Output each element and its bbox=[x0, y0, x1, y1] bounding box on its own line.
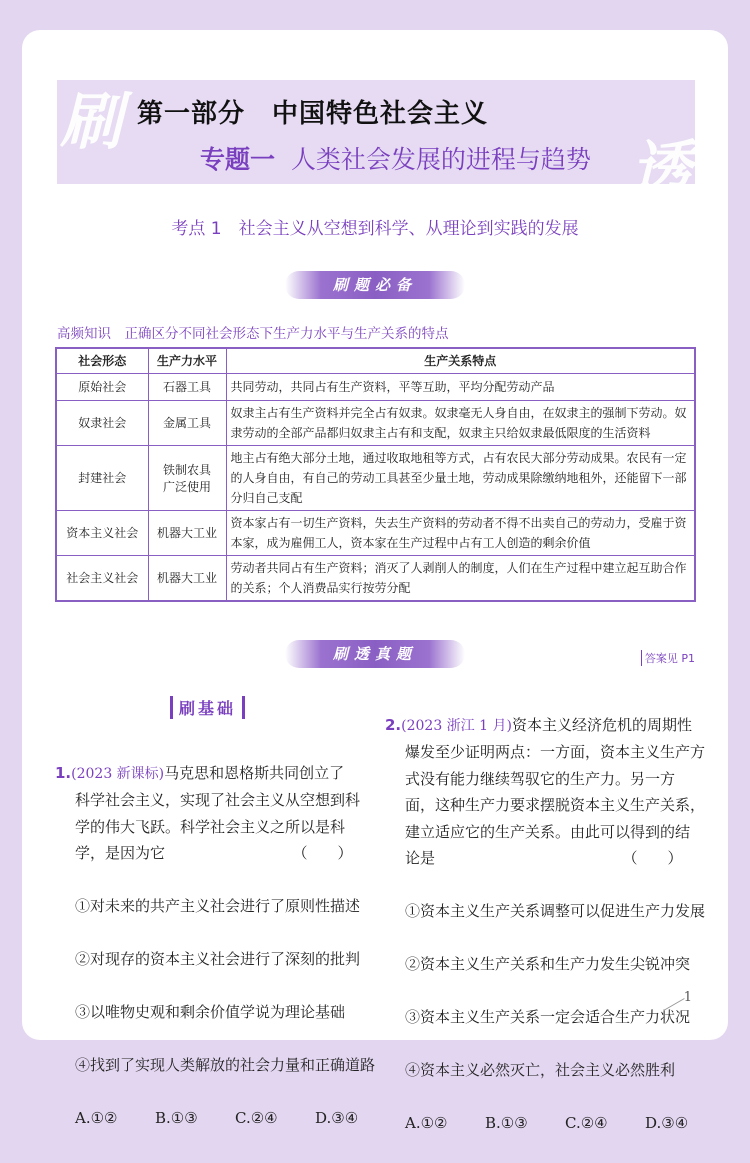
answer-options bbox=[385, 1110, 725, 1137]
topic-label: 专题一 bbox=[200, 145, 276, 174]
question-stem-first: 资本主义经济危机的周期性 bbox=[511, 715, 692, 734]
topic-text: 人类社会发展的进程与趋势 bbox=[290, 145, 591, 174]
question-number: 1. bbox=[55, 763, 72, 782]
knowledge-table bbox=[55, 347, 696, 602]
table-header-row bbox=[56, 348, 695, 373]
statement: ②资本主义生产关系和生产力发生尖锐冲突 bbox=[405, 955, 691, 973]
cell: 机器大工业 bbox=[148, 555, 226, 601]
col-header: 生产力水平 bbox=[148, 348, 226, 373]
table-row bbox=[56, 445, 695, 510]
cell: 地主占有绝大部分土地，通过收取地租等方式，占有农民大部分劳动成果。农民有一定的人身自由，有自己的劳动工具甚至少量土地，劳动成果除缴纳地租外，还能留下一部分归自己支配 bbox=[226, 445, 695, 510]
cell: 社会主义社会 bbox=[56, 555, 148, 601]
cell: 劳动者共同占有生产资料；消灭了人剥削人的制度，人们在生产过程中建立起互助合作的关系；个人消费品实行按劳分配 bbox=[226, 555, 695, 601]
statement: ②对现存的资本主义社会进行了深刻的批判 bbox=[75, 950, 361, 968]
answer-reference: 答案见 P1 bbox=[641, 650, 695, 666]
part-title: 第一部分 中国特色社会主义 bbox=[137, 99, 489, 129]
question-stem-first: 马克思和恩格斯共同创立了 bbox=[164, 763, 345, 782]
deco-char-left: 刷 bbox=[60, 85, 123, 158]
cell: 共同劳动，共同占有生产资料，平等互助，平均分配劳动产品 bbox=[226, 373, 695, 400]
knowledge-title: 高频知识 正确区分不同社会形态下生产力水平与生产关系的特点 bbox=[57, 326, 449, 342]
statement: ①资本主义生产关系调整可以促进生产力发展 bbox=[405, 902, 706, 920]
cell: 石器工具 bbox=[148, 373, 226, 400]
banner-real-questions: 刷透真题 bbox=[285, 640, 465, 668]
statement: ④资本主义必然灭亡，社会主义必然胜利 bbox=[405, 1061, 676, 1079]
col-header: 社会形态 bbox=[56, 348, 148, 373]
table-row bbox=[56, 400, 695, 445]
cell: 资本主义社会 bbox=[56, 510, 148, 555]
question-source: (2023 浙江 1 月) bbox=[401, 717, 512, 734]
option-b[interactable]: B.①③ bbox=[485, 1114, 528, 1132]
cell: 资本家占有一切生产资料，失去生产资料的劳动者不得不出卖自己的劳动力，受雇于资本家，成为雇佣工人，资本家在生产过程中占有工人创造的剩余价值 bbox=[226, 510, 695, 555]
option-a[interactable]: A.①② bbox=[75, 1109, 118, 1127]
option-d[interactable]: D.③④ bbox=[315, 1109, 359, 1127]
question-stem: 科学社会主义，实现了社会主义从空想到科 学的伟大飞跃。科学社会主义之所以是科 学，是因为它 （ ） bbox=[75, 791, 361, 862]
table-row bbox=[56, 373, 695, 400]
option-a[interactable]: A.①② bbox=[405, 1114, 448, 1132]
table-row bbox=[56, 510, 695, 555]
cell: 机器大工业 bbox=[148, 510, 226, 555]
section-label: 刷基础 bbox=[170, 696, 245, 719]
statement: ①对未来的共产主义社会进行了原则性描述 bbox=[75, 897, 361, 915]
cell: 金属工具 bbox=[148, 400, 226, 445]
question-stem: 爆发至少证明两点：一方面，资本主义生产方 式没有能力继续驾驭它的生产力。另一方 面，这种生产力要求摆脱资本主义生产关系， 建立适应它的生产关系。由此可以得到的结 论是 （ ） bbox=[405, 743, 706, 867]
table-row bbox=[56, 555, 695, 601]
page-number: 1 bbox=[683, 990, 692, 1005]
option-d[interactable]: D.③④ bbox=[645, 1114, 689, 1132]
col-header: 生产关系特点 bbox=[226, 348, 695, 373]
option-c[interactable]: C.②④ bbox=[235, 1109, 278, 1127]
statement: ④找到了实现人类解放的社会力量和正确道路 bbox=[75, 1056, 376, 1074]
question-number: 2. bbox=[385, 715, 402, 734]
option-b[interactable]: B.①③ bbox=[155, 1109, 198, 1127]
banner-prep: 刷题必备 bbox=[285, 271, 465, 299]
question-source: (2023 新课标) bbox=[71, 765, 165, 782]
kaodian-title: 考点 1 社会主义从空想到科学、从理论到实践的发展 bbox=[171, 219, 579, 239]
cell: 封建社会 bbox=[56, 445, 148, 510]
cell: 奴隶社会 bbox=[56, 400, 148, 445]
deco-char-right: 透 bbox=[630, 133, 693, 206]
cell: 铁制农具 广泛使用 bbox=[148, 445, 226, 510]
cell: 原始社会 bbox=[56, 373, 148, 400]
answer-options bbox=[55, 1105, 395, 1132]
statement: ③资本主义生产关系一定会适合生产力状况 bbox=[405, 1008, 691, 1026]
topic-title bbox=[200, 140, 591, 176]
question-2 bbox=[385, 685, 725, 1163]
cell: 奴隶主占有生产资料并完全占有奴隶。奴隶毫无人身自由，在奴隶主的强制下劳动。奴隶劳动的全部产品都归奴隶主占有和支配，奴隶主只给奴隶最低限度的生活资料 bbox=[226, 400, 695, 445]
option-c[interactable]: C.②④ bbox=[565, 1114, 608, 1132]
statement: ③以唯物史观和剩余价值学说为理论基础 bbox=[75, 1003, 346, 1021]
question-1 bbox=[55, 733, 395, 1158]
